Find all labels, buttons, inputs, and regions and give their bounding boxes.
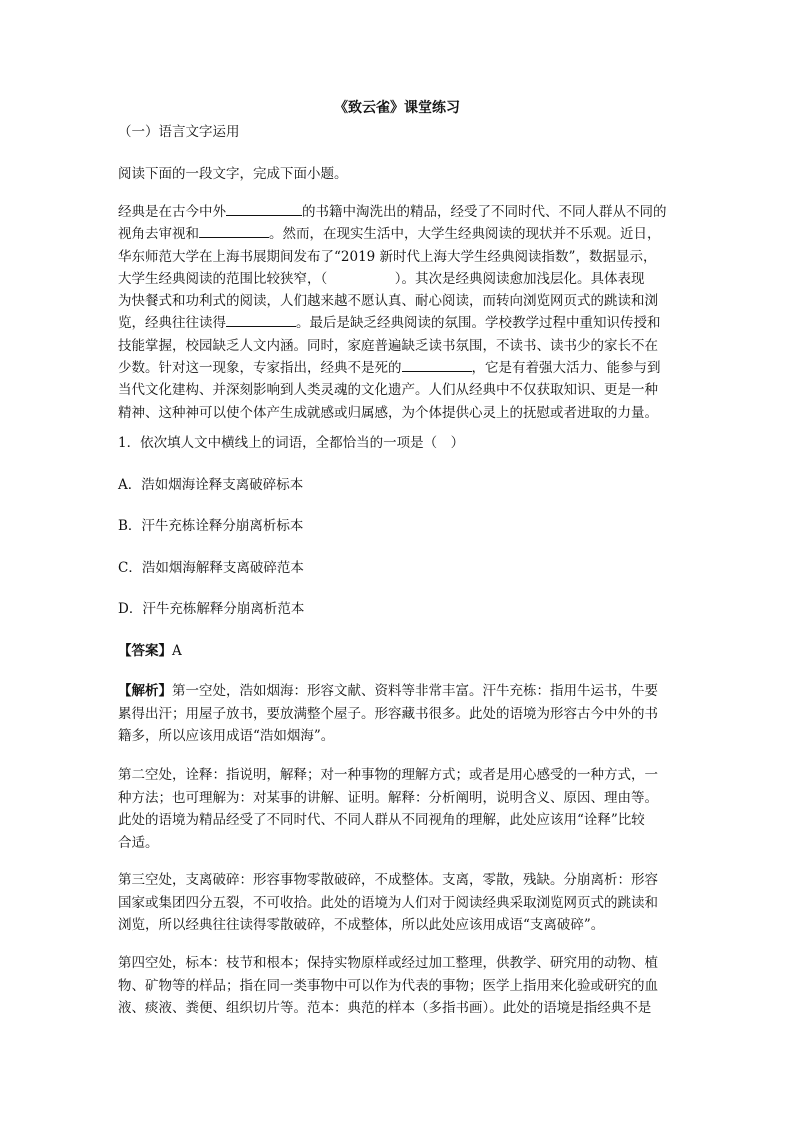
reading-passage bbox=[118, 201, 676, 424]
passage-line: 经典是在古今中外 的书籍中淘洗出的精品，经受了不同时代、不同人群从不同的 bbox=[118, 201, 676, 223]
instruction-text: 阅读下面的一段文字，完成下面小题。 bbox=[118, 166, 348, 182]
passage-line: 技能掌握，校园缺乏人文内涵。同时，家庭普遍缺乏读书氛围，不读书、读书少的家长不在 bbox=[118, 337, 658, 354]
analysis-paragraph-3: 第三空处，支离破碎：形容事物零散破碎，不成整体。支离，零散，残缺。分崩离析：形容 国家或集团四分五裂，不可收拾。此处的语境为人们对于阅读经典采取浏览网页式的跳读和 浏览，所以经典往往读得零散破碎，不成整体，所以此处应该用成语“支离破碎”。 bbox=[118, 872, 658, 934]
passage-line: 大学生经典阅读的范围比较狭窄，（ ）。其次是经典阅读愈加浅层化。具体表现 bbox=[118, 270, 645, 287]
option-c: C．浩如烟海解释支离破碎范本 bbox=[118, 560, 304, 576]
section-heading: （一）语言文字运用 bbox=[118, 124, 240, 140]
answer-label: 【答案】 bbox=[118, 643, 172, 659]
passage-line: 当代文化建构、并深刻影响到人类灵魂的文化遗产。人们从经典中不仅获取知识、更是一种 bbox=[118, 382, 658, 399]
passage-line: 为快餐式和功利式的阅读，人们越来越不愿认真、耐心阅读，而转向浏览网页式的跳读和浏 bbox=[118, 293, 658, 310]
passage-line: 览，经典往往读得 。最后是缺乏经典阅读的氛围。学校教学过程中重知识传授和 bbox=[118, 312, 676, 334]
option-a: A．浩如烟海诠释支离破碎标本 bbox=[118, 477, 304, 493]
blank-2 bbox=[199, 223, 269, 238]
analysis-label: 【解析】 bbox=[118, 683, 172, 699]
blank-3 bbox=[226, 312, 296, 327]
passage-line: 视角去审视和 。然而，在现实生活中，大学生经典阅读的现状并不乐观。近日， bbox=[118, 223, 676, 245]
passage-line: 精神、这种神可以使个体产生成就感或归属感，为个体提供心灵上的抚慰或者进取的力量。 bbox=[118, 404, 658, 421]
blank-1 bbox=[226, 201, 302, 216]
page-title: 《致云雀》课堂练习 bbox=[334, 100, 460, 116]
analysis-paragraph-1: 【解析】第一空处，浩如烟海：形容文献、资料等非常丰富。汗牛充栋：指用牛运书，牛要 累得出汗；用屋子放书，要放满整个屋子。形容藏书很多。此处的语境为形容古今中外的书 籍多，所以应该用成语“浩如烟海”。 bbox=[118, 683, 658, 745]
option-b: B．汗牛充栋诠释分崩离析标本 bbox=[118, 518, 304, 534]
option-d: D．汗牛充栋解释分崩离析范本 bbox=[118, 601, 305, 617]
passage-line: 华东师范大学在上海书展期间发布了“2019 新时代上海大学生经典阅读指数”，数据显示， bbox=[118, 248, 657, 265]
answer-value: A bbox=[172, 643, 182, 659]
answer-line bbox=[118, 639, 182, 659]
passage-line: 少数。针对这一现象，专家指出，经典不是死的 ，它是有着强大活力、能参与到 bbox=[118, 357, 676, 379]
analysis-paragraph-2: 第二空处，诠释：指说明，解释；对一种事物的理解方式；或者是用心感受的一种方式，一 种方法；也可理解为：对某事的讲解、证明。解释：分析阐明，说明含义、原因、理由等。 此处的语境为精品经受了不同时代、不同人群从不同视角的理解，此处应该用“诠释”比较 合适。 bbox=[118, 767, 658, 851]
question-1: 1．依次填人文中横线上的词语，全都恰当的一项是（ ） bbox=[118, 435, 465, 451]
analysis-paragraph-4: 第四空处，标本：枝节和根本；保持实物原样或经过加工整理，供教学、研究用的动物、植 物、矿物等的样品；指在同一类事物中可以作为代表的事物；医学上指用来化验或研究的血 液、痰液、粪便、组织切片等。范本：典范的样本（多指书画）。此处的语境是指经典不是 bbox=[118, 955, 658, 1017]
blank-4 bbox=[402, 357, 472, 372]
